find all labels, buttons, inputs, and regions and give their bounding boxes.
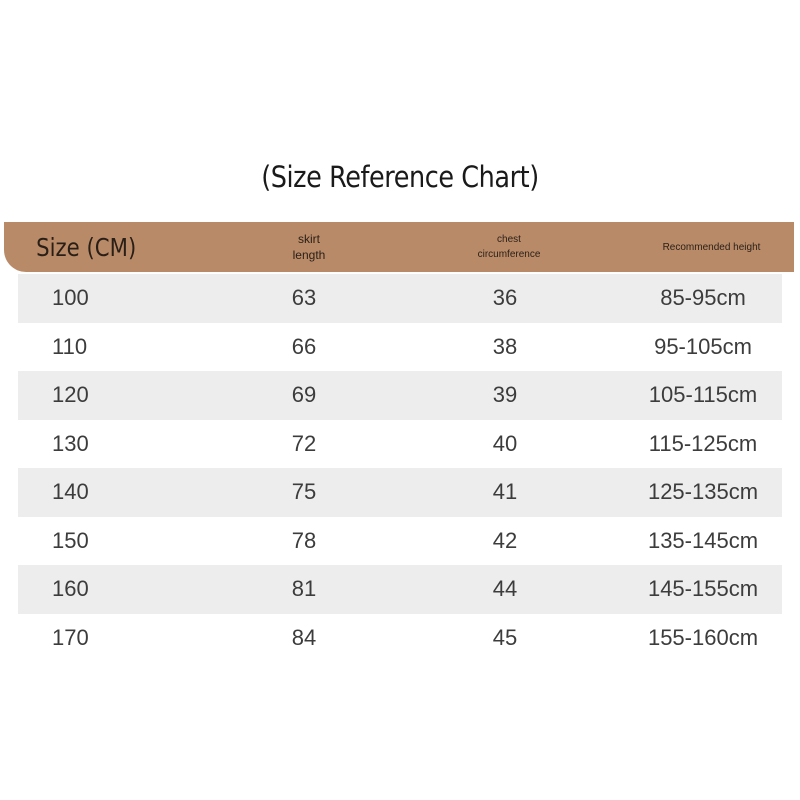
cell-size: 100 — [52, 285, 89, 311]
cell-skirt-length: 72 — [291, 430, 317, 456]
cell-height: 105-115cm — [648, 382, 758, 408]
table-row — [18, 614, 782, 663]
cell-height: 125-135cm — [647, 479, 759, 505]
table-row — [18, 468, 782, 517]
cell-height: 95-105cm — [654, 333, 752, 359]
cell-size: 140 — [52, 479, 89, 505]
cell-size: 160 — [52, 576, 89, 602]
cell-chest: 44 — [492, 576, 518, 602]
table-row — [18, 565, 782, 614]
cell-chest: 38 — [492, 333, 518, 359]
header-skirt-length: skirt length — [292, 232, 326, 262]
cell-size: 150 — [52, 527, 89, 553]
table-row — [18, 371, 782, 420]
table-row — [18, 517, 782, 566]
table-row — [18, 323, 782, 372]
cell-chest: 45 — [492, 624, 518, 650]
cell-skirt-length: 66 — [291, 333, 317, 359]
cell-height: 135-145cm — [647, 527, 759, 553]
cell-skirt-length: 81 — [291, 576, 317, 602]
cell-size: 110 — [52, 333, 88, 359]
table-row — [18, 274, 782, 323]
cell-height: 85-95cm — [660, 285, 746, 311]
cell-size: 130 — [52, 430, 89, 456]
size-table-body — [18, 274, 782, 662]
table-header — [4, 222, 794, 272]
cell-skirt-length: 69 — [291, 382, 317, 408]
cell-skirt-length: 78 — [291, 527, 317, 553]
table-row — [18, 420, 782, 469]
cell-chest: 39 — [492, 382, 518, 408]
cell-height: 155-160cm — [647, 624, 759, 650]
cell-chest: 36 — [492, 285, 518, 311]
cell-skirt-length: 84 — [291, 624, 317, 650]
cell-height: 145-155cm — [647, 576, 759, 602]
header-size: Size (CM) — [36, 232, 137, 262]
cell-height: 115-125cm — [648, 430, 758, 456]
cell-chest: 41 — [492, 479, 518, 505]
cell-size: 120 — [52, 382, 89, 408]
page-title: (Size Reference Chart) — [261, 160, 539, 194]
cell-size: 170 — [52, 624, 89, 650]
header-chest-circumference: chest circumference — [477, 234, 541, 260]
cell-chest: 40 — [492, 430, 518, 456]
header-recommended-height: Recommended height — [662, 241, 761, 253]
cell-skirt-length: 75 — [291, 479, 317, 505]
cell-skirt-length: 63 — [291, 285, 317, 311]
cell-chest: 42 — [492, 527, 518, 553]
